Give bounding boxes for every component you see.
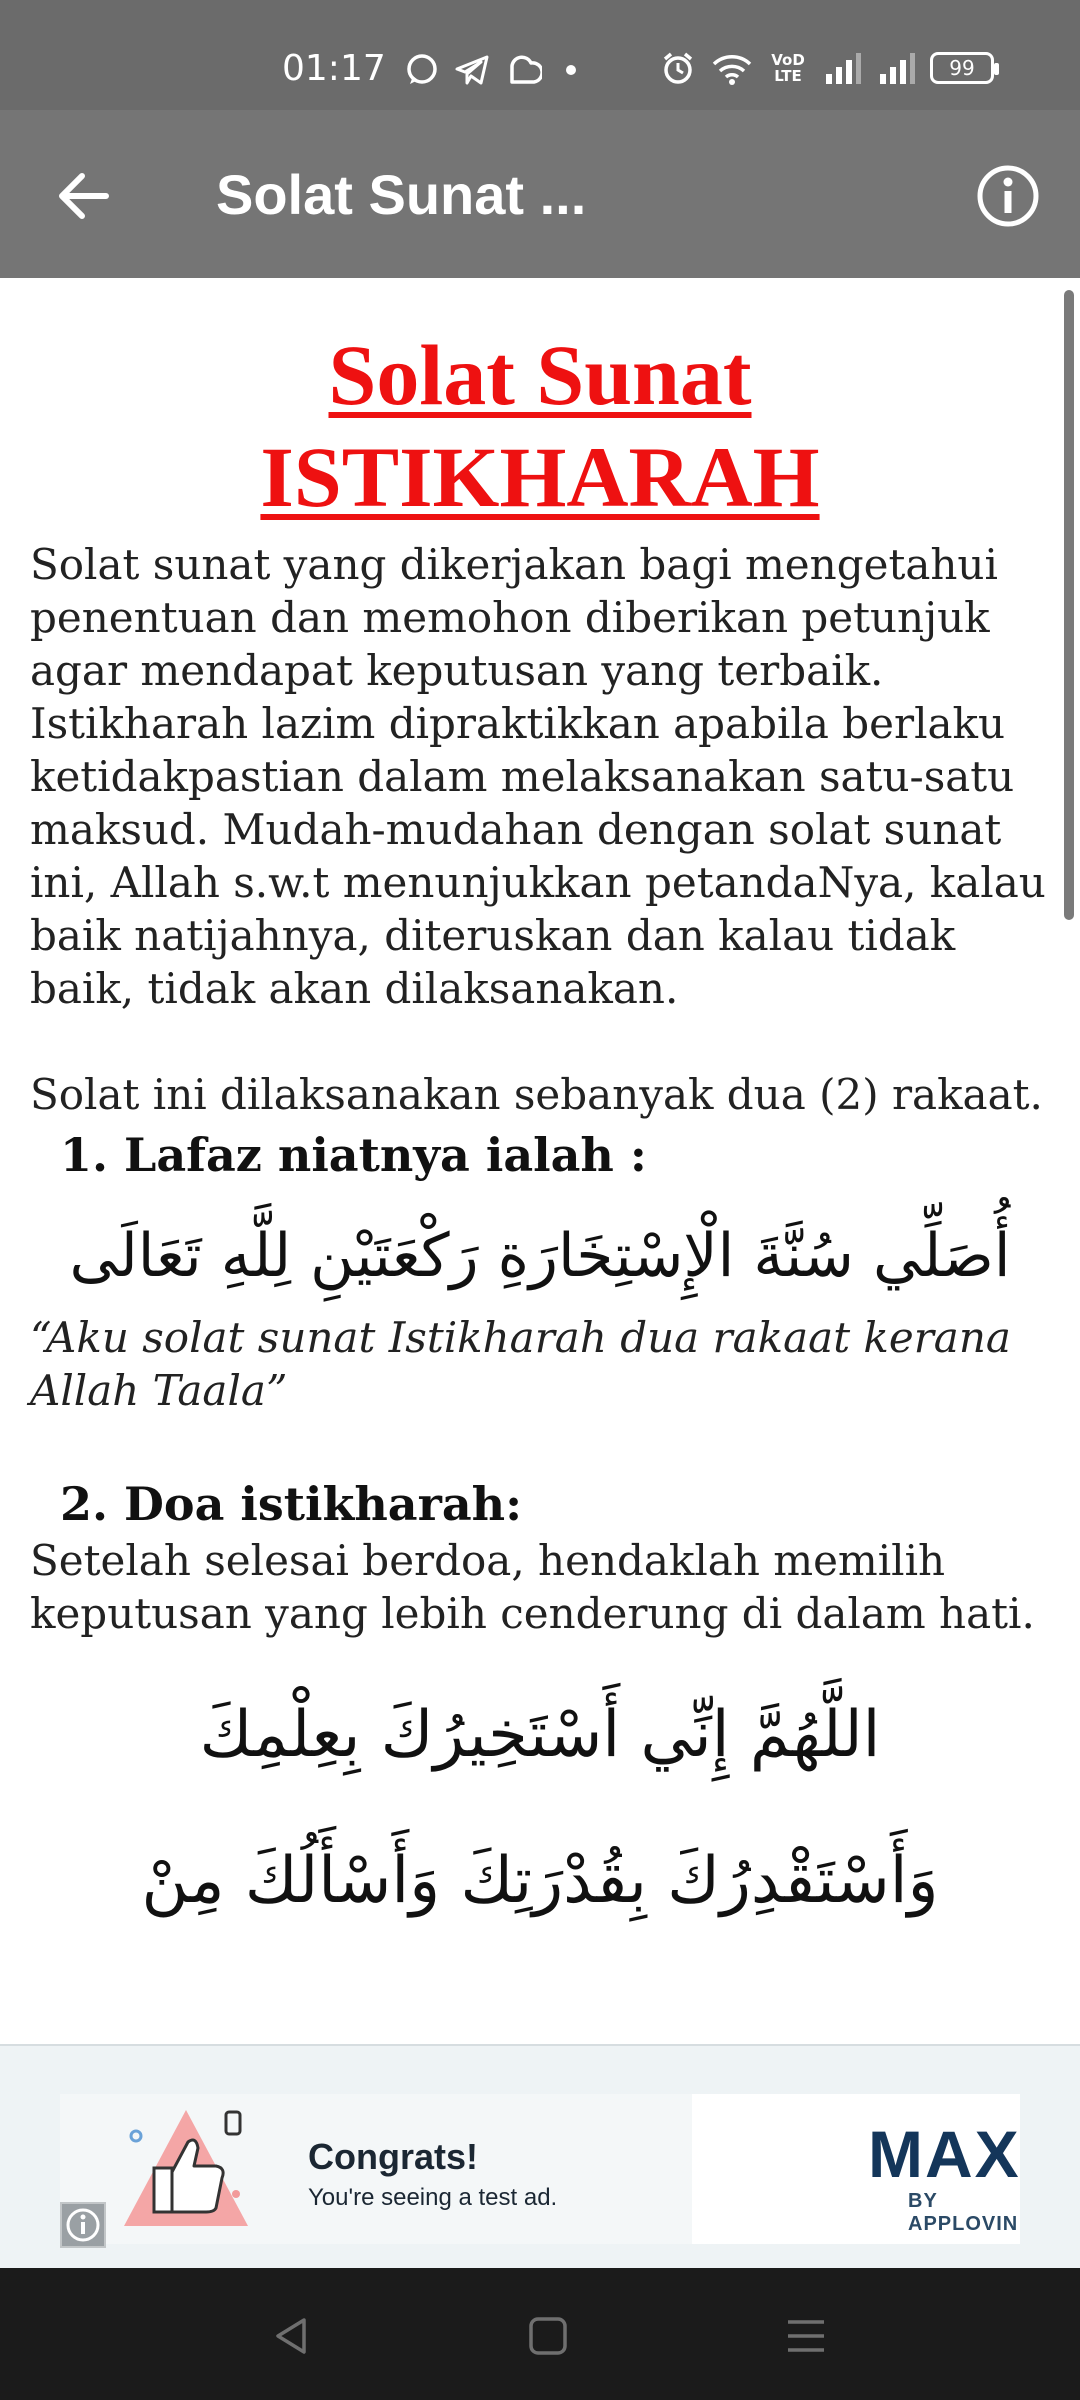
doa-arabic-line: اللَّهُمَّ إِنِّي أَسْتَخِيرُكَ بِعِلْمِكَ bbox=[199, 1698, 881, 1772]
signal-icon bbox=[822, 50, 862, 86]
navigation-bar bbox=[0, 2268, 1080, 2400]
alarm-icon bbox=[660, 50, 696, 86]
telegram-icon bbox=[454, 52, 490, 88]
nav-back-icon bbox=[270, 2314, 314, 2358]
info-circle-icon bbox=[975, 163, 1041, 229]
app-bar bbox=[0, 110, 1080, 278]
section-doa-heading bbox=[0, 1474, 1080, 1534]
section-niat-heading bbox=[0, 1125, 1080, 1185]
page-title-line1: Solat Sunat bbox=[328, 327, 752, 423]
ad-banner[interactable] bbox=[0, 2044, 1080, 2268]
ad-info-button[interactable] bbox=[60, 2202, 106, 2248]
nav-home-button[interactable] bbox=[518, 2306, 578, 2366]
article-content[interactable] bbox=[0, 278, 1080, 2044]
doa-intro: Setelah selesai berdoa, hendaklah memilih keputusan yang lebih cenderung di dalam hati. bbox=[30, 1536, 1035, 1638]
status-time: 01:17 bbox=[282, 48, 386, 89]
whatsapp-icon bbox=[404, 52, 440, 88]
nav-menu-icon bbox=[784, 2314, 828, 2358]
niat-arabic: أُصَلِّي سُنَّةَ الْإِسْتِخَارَةِ رَكْعَتَيْنِ لِلَّهِ تَعَالَى bbox=[69, 1221, 1011, 1291]
volte-icon: VoD LTE bbox=[771, 51, 805, 85]
scrollbar[interactable] bbox=[1064, 290, 1074, 920]
ad-creative[interactable] bbox=[60, 2094, 1020, 2244]
dot-icon bbox=[556, 52, 586, 88]
intro-paragraph: Solat sunat yang dikerjakan bagi mengetahui penentuan dan memohon diberikan petunjuk agar mendapat keputusan yang terbaik. Istikharah lazim dipraktikkan apabila berlaku ketidakpastian dalam melaksanakan satu-satu maksud. Mudah-mudahan dengan solat sunat ini, Allah s.w.t menunjukkan petandaNya, kalau baik natijahnya, diteruskan dan kalau tidak baik, tidak akan dilaksanakan. bbox=[30, 540, 1046, 1013]
ad-headline: Congrats! bbox=[308, 2136, 478, 2177]
nav-home-icon bbox=[526, 2314, 570, 2358]
notification-icons bbox=[404, 52, 586, 88]
cloud-icon bbox=[504, 52, 542, 88]
arrow-left-icon bbox=[54, 166, 114, 226]
section-number: 1. bbox=[60, 1128, 109, 1182]
back-button[interactable] bbox=[44, 156, 124, 236]
app-title: Solat Sunat ... bbox=[216, 163, 587, 226]
info-button[interactable] bbox=[972, 160, 1044, 232]
system-icons bbox=[660, 50, 994, 86]
section-title: Lafaz niatnya ialah : bbox=[124, 1128, 647, 1182]
battery-icon: 99 bbox=[930, 52, 994, 84]
ad-subtext: You're seeing a test ad. bbox=[308, 2184, 558, 2211]
signal-icon bbox=[876, 50, 916, 86]
rakaat-paragraph: Solat ini dilaksanakan sebanyak dua (2) rakaat. bbox=[30, 1070, 1043, 1119]
ad-logo-panel bbox=[692, 2094, 1020, 2244]
ad-info-icon bbox=[65, 2207, 101, 2243]
niat-translation: “Aku solat sunat Istikharah dua rakaat kerana Allah Taala” bbox=[30, 1313, 1011, 1415]
doa-arabic-line: وَأَسْتَقْدِرُكَ بِقُدْرَتِكَ وَأَسْأَلُكَ مِنْ bbox=[141, 1844, 939, 1918]
ad-logo: MAX bbox=[868, 2117, 1021, 2191]
page-title bbox=[0, 324, 1080, 528]
nav-back-button[interactable] bbox=[262, 2306, 322, 2366]
section-title: Doa istikharah: bbox=[124, 1477, 523, 1531]
status-bar bbox=[0, 0, 1080, 110]
page-title-line2: ISTIKHARAH bbox=[260, 429, 820, 525]
ad-logo-by: BY APPLOVIN bbox=[908, 2190, 1019, 2235]
wifi-icon bbox=[710, 50, 754, 86]
thumbs-up-icon bbox=[116, 2098, 256, 2238]
nav-menu-button[interactable] bbox=[776, 2306, 836, 2366]
section-number: 2. bbox=[60, 1477, 109, 1531]
